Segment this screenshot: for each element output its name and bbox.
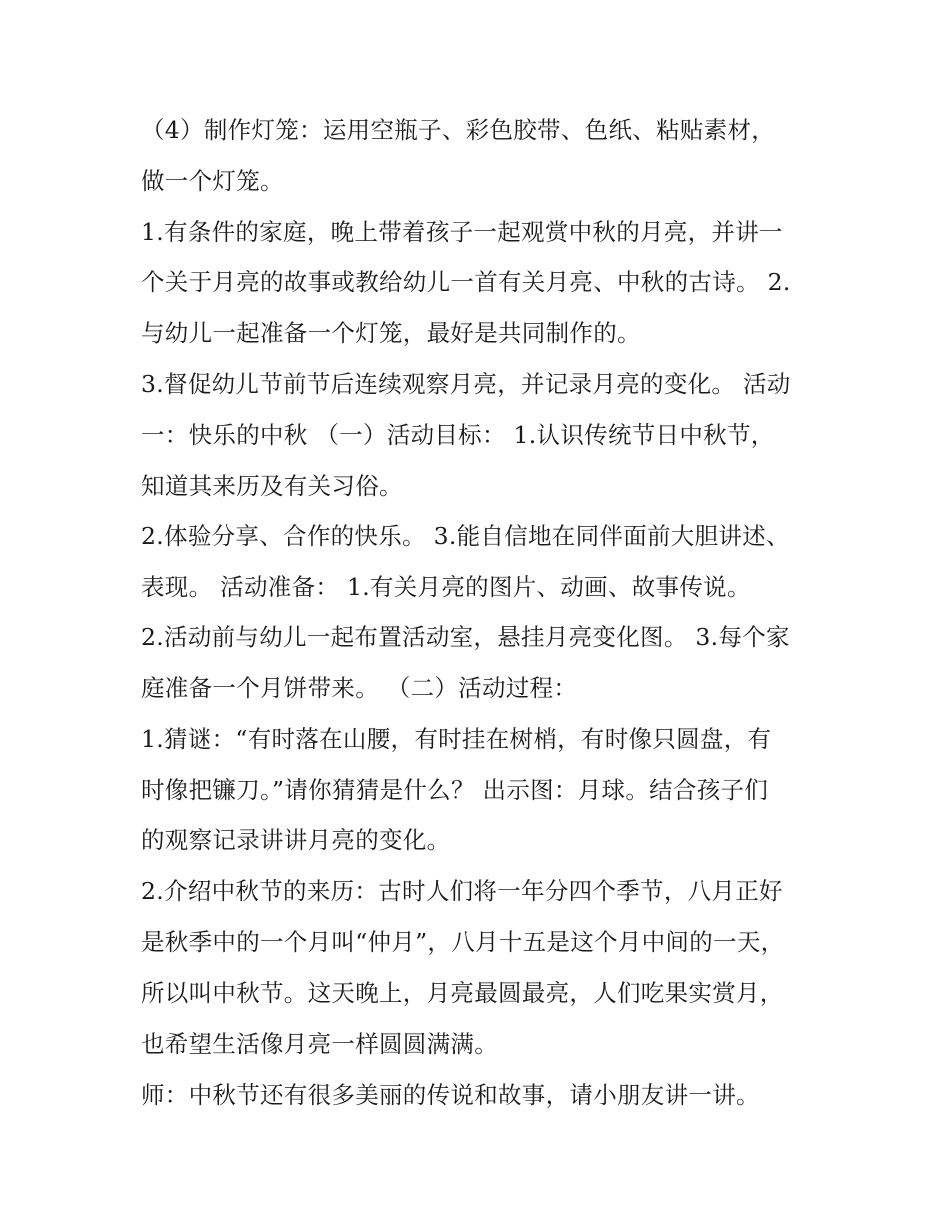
text-line-15: 的观察记录讲讲月亮的变化。 [141,826,451,854]
text-line-18: 所以叫中秋节。这天晚上，月亮最圆最亮，人们吃果实赏月， [141,979,784,1007]
text-line-11: 2.活动前与幼儿一起布置活动室，悬挂月亮变化图。 3.每个家 [141,623,790,651]
text-line-6: 3.督促幼儿节前节后连续观察月亮，并记录月亮的变化。 活动 [141,370,791,398]
text-line-20: 师：中秋节还有很多美丽的传说和故事，请小朋友讲一讲。 [141,1081,760,1109]
text-line-5: 与幼儿一起准备一个灯笼，最好是共同制作的。 [141,319,641,347]
text-line-16: 2.介绍中秋节的来历：古时人们将一年分四个季节，八月正好 [141,877,783,905]
text-line-4: 个关于月亮的故事或教给幼儿一首有关月亮、中秋的古诗。 2. [141,268,791,296]
text-line-14: 时像把镰刀。”请你猜猜是什么？ 出示图：月球。结合孩子们 [141,776,769,804]
text-line-3: 1.有条件的家庭，晚上带着孩子一起观赏中秋的月亮，并讲一 [141,218,783,246]
text-line-13: 1.猜谜：“有时落在山腰，有时挂在树梢，有时像只圆盘，有 [141,725,772,753]
text-line-19: 也希望生活像月亮一样圆圆满满。 [141,1030,498,1058]
text-line-9: 2.体验分享、合作的快乐。 3.能自信地在同伴面前大胆讲述、 [141,522,790,550]
text-line-2: 做一个灯笼。 [141,167,284,195]
text-line-8: 知道其来历及有关习俗。 [141,472,403,500]
text-line-17: 是秋季中的一个月叫“仲月”，八月十五是这个月中间的一天， [141,928,785,956]
text-line-10: 表现。 活动准备： 1.有关月亮的图片、动画、故事传说。 [141,573,751,601]
text-line-7: 一：快乐的中秋 （一）活动目标： 1.认识传统节日中秋节， [141,421,775,449]
text-line-1: （4）制作灯笼：运用空瓶子、彩色胶带、色纸、粘贴素材， [141,116,776,144]
text-line-12: 庭准备一个月饼带来。 （二）活动过程： [141,674,578,702]
